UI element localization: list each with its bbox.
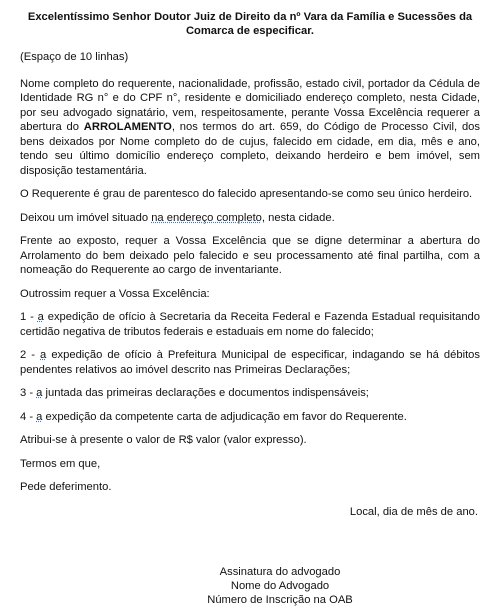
petition-text-1: Nome completo do requerente, nacionalidade, profissão, estado civil, portador da Cédula de Identidade RG n° e do CPF n°, residente e domiciliado endereço completo, nesta Cidade, por seu advogado signatário, vem, respeitosamente, perante Vossa Excelência requerer a abertura do (20, 77, 480, 133)
item-text: juntada das primeiras declarações e documentos indispensáveis; (42, 387, 369, 399)
property-text-2: , nesta cidade. (261, 211, 335, 224)
closing-terms: Termos em que, (20, 457, 101, 470)
item-number: 1 - (20, 311, 38, 323)
paragraph-heir: O Requerente é grau de parentesco do falecido apresentando-se como seu único herdeiro. (20, 188, 473, 200)
oab-number: Número de Inscrição na OAB (207, 594, 353, 606)
item-text: expedição de ofício à Prefeitura Municipal de especificar, indagando se há débitos pendentes relativos ao imóvel descrito nas Primeiras Declarações; (20, 349, 480, 376)
signature-block (20, 565, 480, 607)
lawyer-name: Nome do Advogado (230, 580, 330, 592)
petition-text-2: , nos termos do art. 659, do Código de Processo Civil, dos bens deixados por Nome completo do de cujus, falecido em cidade, em dia, mês e ano, tendo seu último domicílio endereço completo, deixando herdeiro e bem imóvel, sem disposição testamentária. (20, 121, 480, 177)
property-address: na endereço completo (151, 211, 262, 224)
space-note: (Espaço de 10 linhas) (20, 51, 129, 63)
document-title (20, 10, 480, 38)
item-number: 2 - (20, 349, 41, 361)
item-marker: a (36, 410, 43, 423)
item-number: 4 - (20, 410, 37, 423)
item-marker: a (37, 311, 44, 323)
item-text: expedição de ofício à Secretaria da Receita Federal e Fazenda Estadual requisitando certidão negativa de tributos federais e estaduais em nome do falecido; (20, 311, 480, 338)
signature-line: Assinatura do advogado (219, 566, 341, 578)
title-line-2: Comarca de especificar. (185, 25, 315, 37)
paragraph-further: Outrossim requer a Vossa Excelência: (20, 287, 210, 300)
document-page (20, 10, 480, 607)
paragraph-petition (20, 77, 480, 179)
place-date: Local, dia de mês de ano. (349, 505, 478, 518)
property-text-1: Deixou um imóvel situado (20, 211, 152, 224)
request-item-1 (20, 310, 480, 339)
closing-request: Pede deferimento. (20, 481, 112, 493)
title-line-1: Excelentíssimo Senhor Doutor Juiz de Direito da nº Vara da Família e Sucessões da (27, 11, 473, 23)
paragraph-property (20, 211, 480, 226)
item-number: 3 - (20, 387, 37, 399)
request-item-2 (20, 348, 480, 377)
item-marker: a (36, 387, 43, 399)
petition-keyword: ARROLAMENTO (83, 121, 172, 133)
paragraph-request: Frente ao exposto, requer a Vossa Excelência que se digne determinar a abertura do Arrolamento do bem deixado pelo falecido e seu processamento até final partilha, com a nomeação do Requerente ao cargo de inventariante. (20, 235, 480, 276)
request-item-4 (20, 410, 480, 425)
request-item-3 (20, 386, 480, 401)
paragraph-value: Atribui-se à presente o valor de R$ valor (valor expresso). (20, 434, 307, 446)
item-text: expedição da competente carta de adjudicação em favor do Requerente. (42, 410, 407, 423)
item-marker: a (40, 349, 47, 361)
